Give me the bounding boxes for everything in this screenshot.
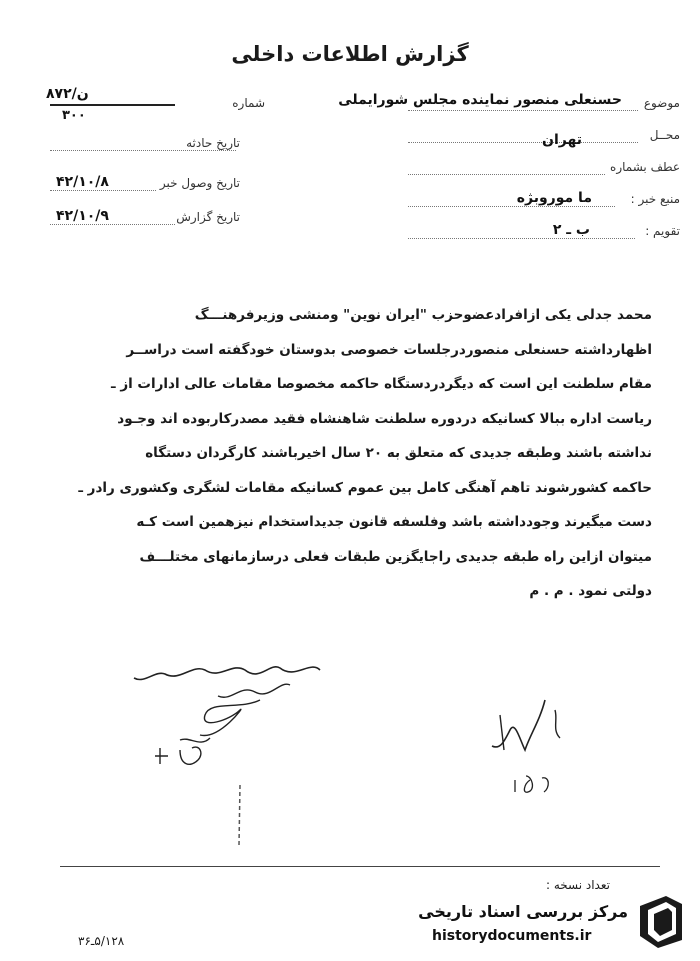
received-date-value: ۴۲/۱۰/۸ bbox=[56, 174, 109, 190]
number-label: شماره bbox=[232, 96, 265, 110]
number-sub: ۳۰۰ bbox=[62, 108, 86, 123]
report-date-label: تاریخ گزارش bbox=[176, 210, 240, 224]
received-date-label: تاریخ وصول خبر bbox=[159, 176, 240, 190]
source-value: ما موروبژه bbox=[516, 190, 592, 206]
event-date-label: تاریخ حادثه bbox=[186, 136, 240, 150]
archive-url: historydocuments.ir bbox=[432, 928, 592, 944]
number-underline bbox=[50, 104, 175, 106]
received-date-dots bbox=[50, 190, 156, 191]
evaluation-value: ب ـ ۲ bbox=[552, 222, 590, 238]
report-body bbox=[42, 298, 652, 609]
place-dots bbox=[408, 142, 638, 143]
body-line-6: حاکمه کشورشوند تاهم آهنگی کامل بین عموم کسانیکه مقامات لشگری وکشوری رادر ـ bbox=[78, 479, 652, 496]
body-line-4: ریاست اداره ببالا کسانیکه دردوره سلطنت شاهنشاه فقید مصدرکاربوده اند وجـود bbox=[117, 410, 652, 427]
evaluation-dots bbox=[408, 238, 635, 239]
copies-label: تعداد نسخه : bbox=[545, 878, 610, 892]
number-value: ن/۸۷۲ bbox=[46, 86, 89, 102]
report-date-value: ۴۲/۱۰/۹ bbox=[56, 208, 109, 224]
page-title: گزارش اطلاعات داخلی bbox=[231, 42, 469, 66]
source-label: منبع خبر : bbox=[630, 192, 680, 206]
source-dots bbox=[408, 206, 615, 207]
evaluation-label: تقویم : bbox=[645, 224, 680, 238]
margin-stroke bbox=[230, 780, 250, 850]
footer-rule bbox=[60, 866, 660, 867]
bottom-reference: ۵/۱۲۸ـ۳۶ bbox=[78, 934, 125, 948]
body-line-3: مقام سلطنت این است که دیگردردستگاه حاکمه مخصوصا مقامات عالی ادارات از ـ bbox=[111, 376, 652, 392]
archive-name: مرکز بررسی اسناد تاریخی bbox=[418, 902, 628, 921]
handwritten-signature-scribble bbox=[470, 680, 580, 800]
place-label: محــل bbox=[649, 128, 680, 142]
report-date-dots bbox=[50, 224, 175, 225]
reference-dots bbox=[408, 174, 605, 175]
body-line-2: اظهارداشته حسنعلی منصوردرجلسات خصوصی بدوستان خودگفته است دراســر bbox=[126, 341, 652, 358]
body-line-7: دست میگیرند وجودداشته باشد وفلسفه قانون جدیداستخدام نیزهمین است کـه bbox=[136, 514, 652, 530]
archive-logo-icon bbox=[636, 892, 686, 950]
body-line-5: نداشته باشند وطبقه جدیدی که متعلق به ۲۰ سال اخیرباشند کارگردان دستگاه bbox=[145, 445, 652, 461]
subject-dots bbox=[408, 110, 638, 111]
body-line-9: دولتی نمود . م . م bbox=[529, 583, 652, 599]
place-value: تهران bbox=[542, 132, 582, 148]
subject-label: موضوع bbox=[643, 96, 680, 110]
body-line-1: محمد جدلی یکی ازافرادعضوحزب "ایران نوین" ومنشی وزیرفرهنـــگ bbox=[194, 307, 652, 323]
body-line-8: میتوان ازاین راه طبقه جدیدی راجایگزین طبقات فعلی درسازمانهای مختلـــف bbox=[139, 548, 652, 565]
event-date-dots bbox=[50, 150, 236, 151]
reference-label: عطف بشماره bbox=[610, 160, 680, 174]
subject-value: حسنعلی منصور نماینده مجلس شورایملی bbox=[338, 92, 622, 108]
handwritten-note-scribble bbox=[120, 640, 360, 790]
